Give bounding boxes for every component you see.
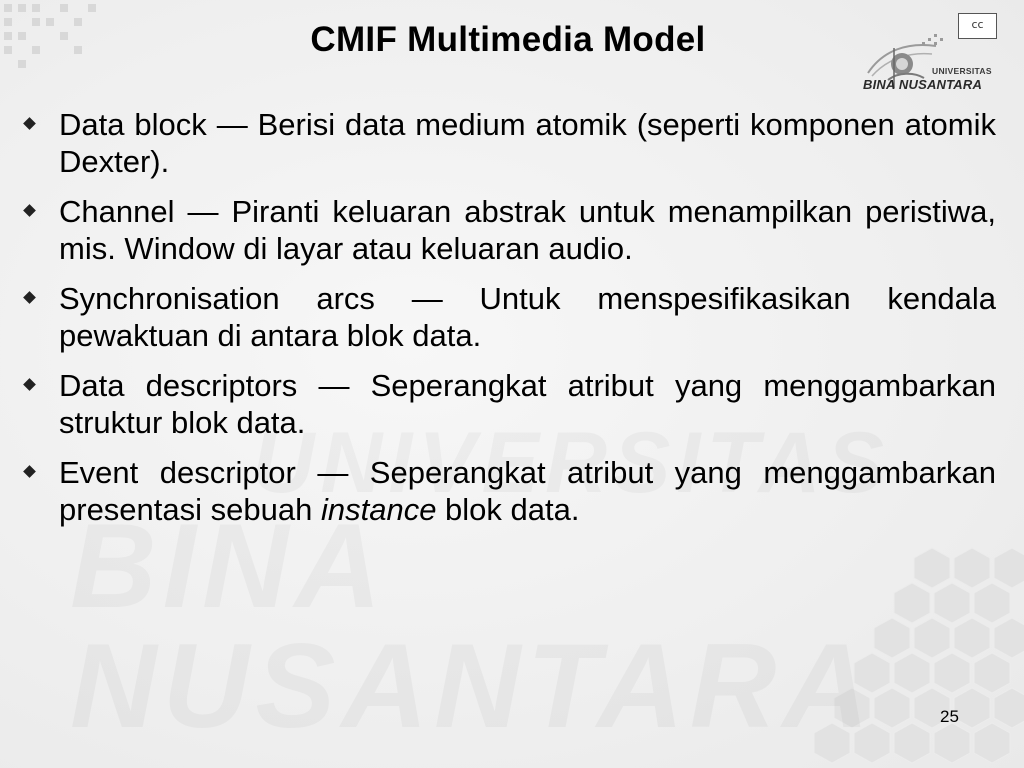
bullet-text-before: Event descriptor — Seperangkat atribut yang menggambarkan presentasi sebuah (59, 455, 996, 527)
diamond-bullet-icon (22, 202, 36, 216)
slide-title-text: CMIF Multimedia Model (310, 20, 706, 59)
bullet-list (22, 106, 996, 541)
bullet-text-italic: instance (320, 492, 437, 527)
creative-commons-badge: cc (958, 13, 997, 39)
diamond-bullet-icon (22, 376, 36, 390)
bullet-item (22, 454, 996, 528)
bullet-item (22, 193, 996, 267)
diamond-bullet-icon (22, 463, 36, 477)
bullet-text: Channel — Piranti keluaran abstrak untuk menampilkan peristiwa, mis. Window di layar atau keluaran audio. (59, 194, 996, 266)
university-logo (858, 8, 1008, 98)
bullet-item (22, 106, 996, 180)
bullet-item (22, 280, 996, 354)
page-number: 25 (940, 707, 959, 726)
diamond-bullet-icon (22, 289, 36, 303)
bullet-item (22, 367, 996, 441)
diamond-bullet-icon (22, 115, 36, 129)
bullet-text: Synchronisation arcs — Untuk menspesifikasikan kendala pewaktuan di antara blok data. (59, 281, 996, 353)
bullet-text: Data block — Berisi data medium atomik (seperti komponen atomik Dexter). (59, 107, 996, 179)
logo-universitas-text: UNIVERSITAS (932, 66, 992, 76)
bullet-text-after: blok data. (436, 492, 580, 527)
logo-bina-nusantara-text: BINA NUSANTARA (863, 77, 983, 92)
bullet-text: Data descriptors — Seperangkat atribut yang menggambarkan struktur blok data. (59, 368, 996, 440)
